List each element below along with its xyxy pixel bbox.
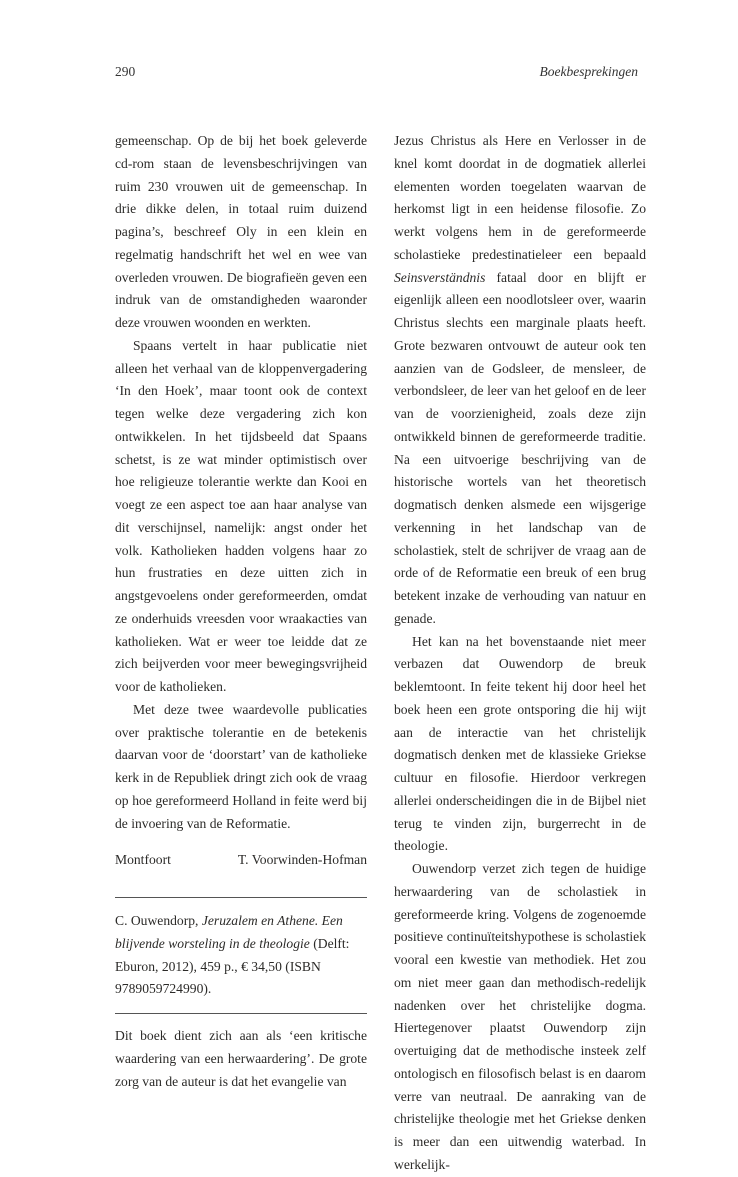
page-number: 290: [115, 64, 136, 79]
italic-term: Seinsverständnis: [394, 269, 486, 285]
paragraph: Het kan na het bovenstaande niet meer verbazen dat Ouwendorp de breuk beklemtoont. In feite tekent hij door heel het boek heen een grote ontsporing die hij wijt aan de interactie van het christelijk dogmatisch denken met de klassieke Griekse cultuur en filosofie. Hierdoor verkregen allerlei onderscheidingen die in de Bijbel niet terug te vinden zijn, burgerrecht in de theologie.: [394, 633, 646, 854]
book-citation: [115, 910, 367, 1001]
paragraph: Dit boek dient zich aan als ‘een kritische waardering van een herwaardering’. De grote zorg van de auteur is dat het evangelie van: [115, 1028, 367, 1089]
paragraph: Met deze twee waardevolle publicaties over praktische tolerantie en de betekenis daarvan voor de ‘doorstart’ van de katholieke kerk in de Republiek dringt zich ook de vraag op hoe gereformeerd Holland in feite werd bij de invoering van de Reformatie.: [115, 701, 367, 831]
paragraph: gemeenschap. Op de bij het boek geleverde cd-rom staan de levensbeschrijvingen van ruim 230 vrouwen uit de gemeenschap. In drie dikke delen, in totaal ruim duizend pagina’s, beschreef Oly in een klein en regelmatig handschrift het wel en wee van overleden vrouwen. De biografieën geven een indruk van de omstandigheden waaronder deze vrouwen woonden en werkten.: [115, 133, 367, 330]
paragraph: Ouwendorp verzet zich tegen de huidige herwaardering van de scholastiek in gereformeerde kring. Volgens de zogenoemde positieve continuïteitshypothese is scholastiek vooral een kwestie van methodiek. Het zou om niet meer gaan dan methodisch-redelijk nadenken over het christelijke dogma. Hiertegenover plaatst Ouwendorp zijn overtuiging dat de methodische insteek zelf ontologisch en filosofisch belast is en daarom verre van neutraal. De aanraking van de christelijke theologie met het Griekse denken is meer dan een uitwendig waterbad. In werkelijk-: [394, 861, 646, 1172]
right-column: [394, 130, 646, 1177]
text-run: Jezus Christus als Here en Verlosser in de knel komt doordat in de dogmatiek allerlei elementen worden toegelaten waarvan de herkomst ligt in een heidense filosofie. Zo werkt volgens hem in de gereformeerde scholastieke predestinatieleer een bepaald: [394, 133, 646, 262]
divider: [115, 897, 367, 898]
paragraph: [394, 130, 646, 631]
citation-author: C. Ouwendorp,: [115, 913, 199, 928]
citation-title: Jeruzalem en Athene. Een blijvende worsteling in de theologie: [115, 913, 343, 951]
text-run: fataal door en blijft er eigenlijk alleen een noodlotsleer over, waarin Christus slechts een marginale plaats heeft. Grote bezwaren ontvouwt de auteur ook ten aanzien van de Godsleer, de mensleer, de verbondsleer, de leer van het geloof en de leer van de voorzienigheid, zoals deze zijn ontwikkeld binnen de gereformeerde traditie. Na een uitvoerige beschrijving van de historische wortels van het theoretisch dogmatisch denken alsmede een wijsgerige verkenning in het landschap van de scholastiek, stelt de schrijver de vraag aan de orde of de Reformatie een breuk of een brug betekent inzake de verhouding van natuur en genade.: [394, 269, 646, 626]
divider: [115, 1013, 367, 1014]
running-header: Boekbesprekingen: [539, 64, 638, 79]
left-column: [115, 130, 367, 1093]
signature-place: Montfoort: [115, 852, 171, 868]
citation-details: (Delft: Eburon, 2012), 459 p., € 34,50 (ISBN 9789059724990).: [115, 935, 350, 997]
signature-author: T. Voorwinden-Hofman: [237, 852, 367, 868]
review-signature: [115, 849, 367, 872]
paragraph: Spaans vertelt in haar publicatie niet alleen het verhaal van de kloppenvergadering ‘In den Hoek’, maar toont ook de context tegen welke deze vergadering zich kon ontwikkelen. In het tijdsbeeld dat Spaans schetst, is ze wat minder optimistisch over hoe religieuze tolerantie werkte dan Kooi en voegt ze een aspect toe aan haar analyse van dit verschijnsel, namelijk: angst onder het volk. Katholieken hadden volgens haar zo hun frustraties en deze uitten zich in angstgevoelens onder gereformeerden, omdat ze onderhuids vreesden voor wraakacties van katholieken. Wat er weer toe leidde dat ze zich beijverden voor meer bewegingsvrijheid voor de katholieken.: [115, 337, 367, 694]
